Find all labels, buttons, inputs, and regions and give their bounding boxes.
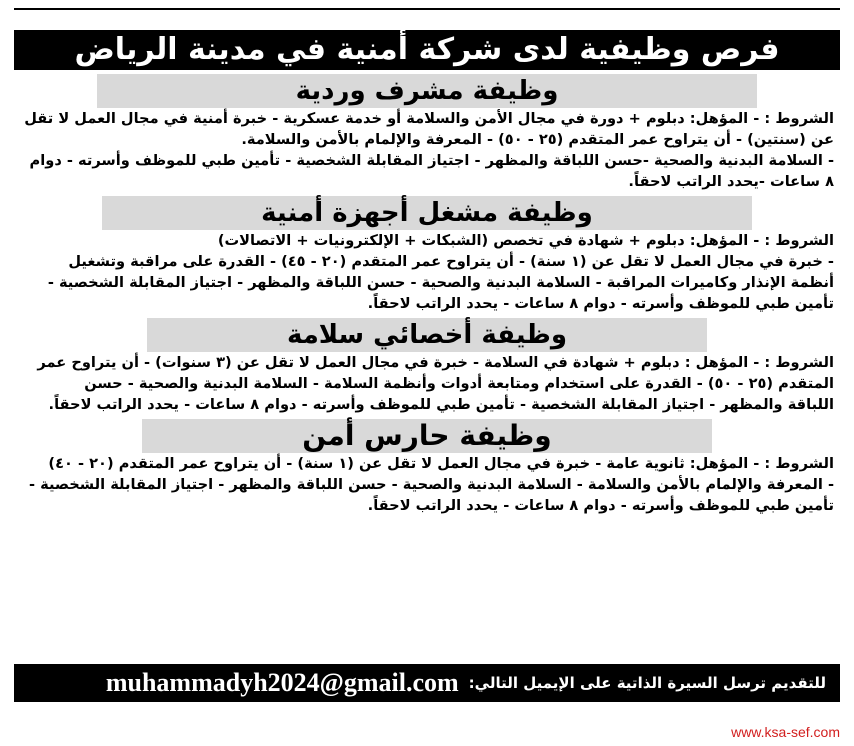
job-title-security-guard: وظيفة حارس أمن bbox=[142, 419, 712, 453]
conditions-label: الشروط : - bbox=[753, 354, 834, 371]
condition-line: - خبرة في مجال العمل لا تقل عن (١ سنة) - أن يتراوح عمر المتقدم (٢٠ - ٤٥) - القدرة على مراقبة وتشغيل bbox=[68, 253, 834, 270]
condition-line: - السلامة البدنية والصحية -حسن اللباقة والمظهر - اجتياز المقابلة الشخصية - تأمين طبي للموظف وأسرته - دوام bbox=[29, 152, 834, 169]
job-advertisement bbox=[14, 30, 840, 702]
job-conditions-security-guard bbox=[14, 453, 840, 516]
job-conditions-shift-supervisor bbox=[14, 108, 840, 192]
condition-line: المؤهل: دبلوم + دورة في مجال الأمن والسلامة أو خدمة عسكرية - خبرة أمنية في مجال العمل لا تقل bbox=[24, 110, 749, 127]
condition-line: المؤهل: ثانوية عامة - خبرة في مجال العمل لا تقل عن (١ سنة) - أن يتراوح عمر المتقدم (٢٠ - ٤٠) bbox=[48, 455, 749, 472]
condition-line: المؤهل: دبلوم + شهادة في تخصص (الشبكات + الإلكترونيات + الاتصالات) bbox=[217, 232, 749, 249]
conditions-label: الشروط : - bbox=[753, 455, 834, 472]
job-conditions-safety-specialist bbox=[14, 352, 840, 415]
condition-line: - المعرفة والإلمام بالأمن والسلامة - السلامة البدنية والصحية - حسن اللباقة والمظهر - اجتياز المقابلة الشخصية - bbox=[28, 476, 834, 493]
condition-line: تأمين طبي للموظف وأسرته - دوام ٨ ساعات - يحدد الراتب لاحقاً. bbox=[367, 497, 834, 514]
condition-line: أنظمة الإنذار وكاميرات المراقبة - السلامة البدنية والصحية - حسن اللباقة والمظهر - اجتياز المقابلة الشخصية - bbox=[47, 274, 834, 291]
apply-instructions: للتقديم ترسل السيرة الذاتية على الإيميل التالي: bbox=[468, 674, 826, 692]
job-title-security-devices-operator: وظيفة مشغل أجهزة أمنية bbox=[102, 196, 752, 230]
job-conditions-security-devices-operator bbox=[14, 230, 840, 314]
job-title-shift-supervisor: وظيفة مشرف وردية bbox=[97, 74, 757, 108]
job-title-safety-specialist: وظيفة أخصائي سلامة bbox=[147, 318, 707, 352]
top-rule bbox=[14, 8, 840, 10]
condition-line: عن (سنتين) - أن يتراوح عمر المتقدم (٢٥ - ٥٠) - المعرفة والإلمام بالأمن والسلامة. bbox=[241, 131, 834, 148]
conditions-label: الشروط : - bbox=[753, 110, 834, 127]
ad-banner-title: فرص وظيفية لدى شركة أمنية في مدينة الرياض bbox=[14, 30, 840, 70]
condition-line: ٨ ساعات -يحدد الراتب لاحقاً. bbox=[628, 173, 834, 190]
site-watermark[interactable]: www.ksa-sef.com bbox=[731, 724, 840, 740]
condition-line: اللباقة والمظهر - اجتياز المقابلة الشخصية - تأمين طبي للموظف وأسرته - دوام ٨ ساعات - يحدد الراتب لاحقاً. bbox=[48, 396, 834, 413]
condition-line: تأمين طبي للموظف وأسرته - دوام ٨ ساعات - يحدد الراتب لاحقاً. bbox=[367, 295, 834, 312]
apply-footer bbox=[14, 664, 840, 702]
condition-line: المتقدم (٢٥ - ٥٠) - القدرة على استخدام ومتابعة أدوات وأنظمة السلامة - السلامة البدنية والصحية - حسن bbox=[84, 375, 834, 392]
conditions-label: الشروط : - bbox=[753, 232, 834, 249]
apply-email[interactable]: muhammadyh2024@gmail.com bbox=[105, 668, 459, 697]
condition-line: المؤهل : دبلوم + شهادة في السلامة - خبرة في مجال العمل لا تقل عن (٣ سنوات) - أن يتراوح عمر bbox=[37, 354, 749, 371]
